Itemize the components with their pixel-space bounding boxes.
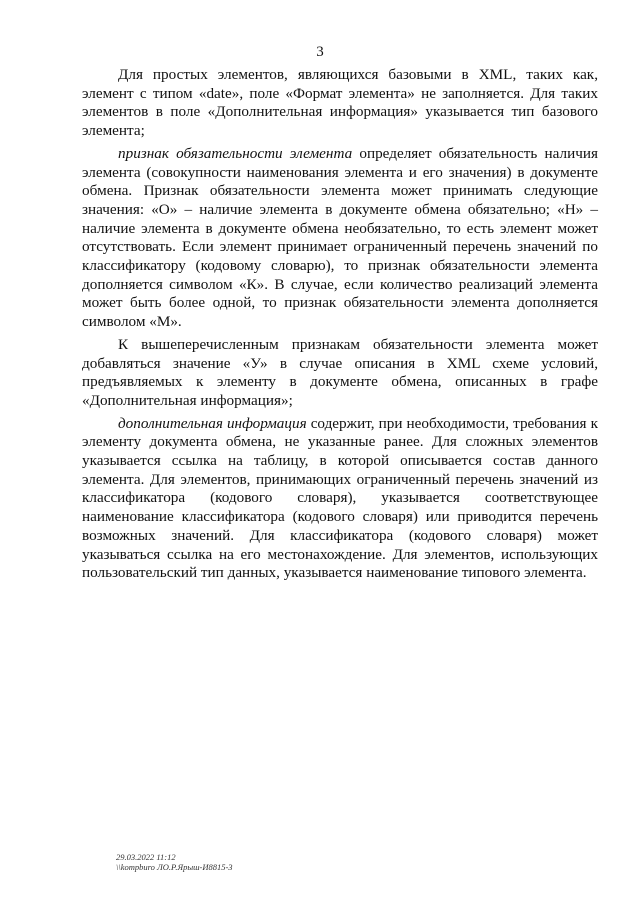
paragraph-simple-elements: Для простых элементов, являющихся базовыми в XML, таких как, элемент с типом «date», поле «Формат элемента» не заполняется. Для таких элементов в поле «Дополнительная информация» указывается тип базового элемента; xyxy=(82,66,598,140)
document-footer xyxy=(116,852,233,872)
paragraph-additional-info xyxy=(82,415,598,583)
paragraph-additional-value: К вышеперечисленным признакам обязательности элемента может добавляться значение «У» в случае описания в XML схеме условий, предъявляемых к элементу в документе обмена, описанных в графе «Дополнительная информация»; xyxy=(82,335,598,409)
paragraph-mandatory-attribute-text: определяет обязательность наличия элемента (совокупности наименования элемента и его значения) в документе обмена. Признак обязательности элемента может принимать следующие значения: «О» – наличие элемента в документе обмена обязательно; «Н» – наличие элемента в документе обмена необязательно, то есть элемент может отсутствовать. Если элемент принимает ограниченный перечень значений по классификатору (кодовому словарю), то признак обязательности элемента дополняется символом «К». В случае, если количество реализаций элемента может быть более одной, то признак обязательности элемента дополняется символом «М». xyxy=(82,144,598,331)
term-additional-info: дополнительная информация xyxy=(118,414,307,432)
footer-file-path: \\kompburo ЛО.Р.Ярыш-И8815-3 xyxy=(116,862,233,872)
footer-timestamp: 29.03.2022 11:12 xyxy=(116,852,176,862)
term-mandatory-attribute: признак обязательности элемента xyxy=(118,144,353,162)
page-number: 3 xyxy=(316,44,324,60)
document-body xyxy=(82,66,598,587)
paragraph-mandatory-attribute xyxy=(82,145,598,332)
paragraph-additional-info-text: содержит, при необходимости, требования к элементу документа обмена, не указанные ранее. Для сложных элементов указывается ссылка на таблицу, в которой описывается состав данного элемента. Для элементов, принимающих ограниченный перечень значений из классификатора (кодового словаря), указывается соответствующее наименование классификатора (кодового словаря) или приводится перечень возможных значений. Для классификатора (кодового словаря) может указываться ссылка на его местонахождение. Для элементов, использующих пользовательский тип данных, указывается наименование типового элемента. xyxy=(82,414,598,582)
